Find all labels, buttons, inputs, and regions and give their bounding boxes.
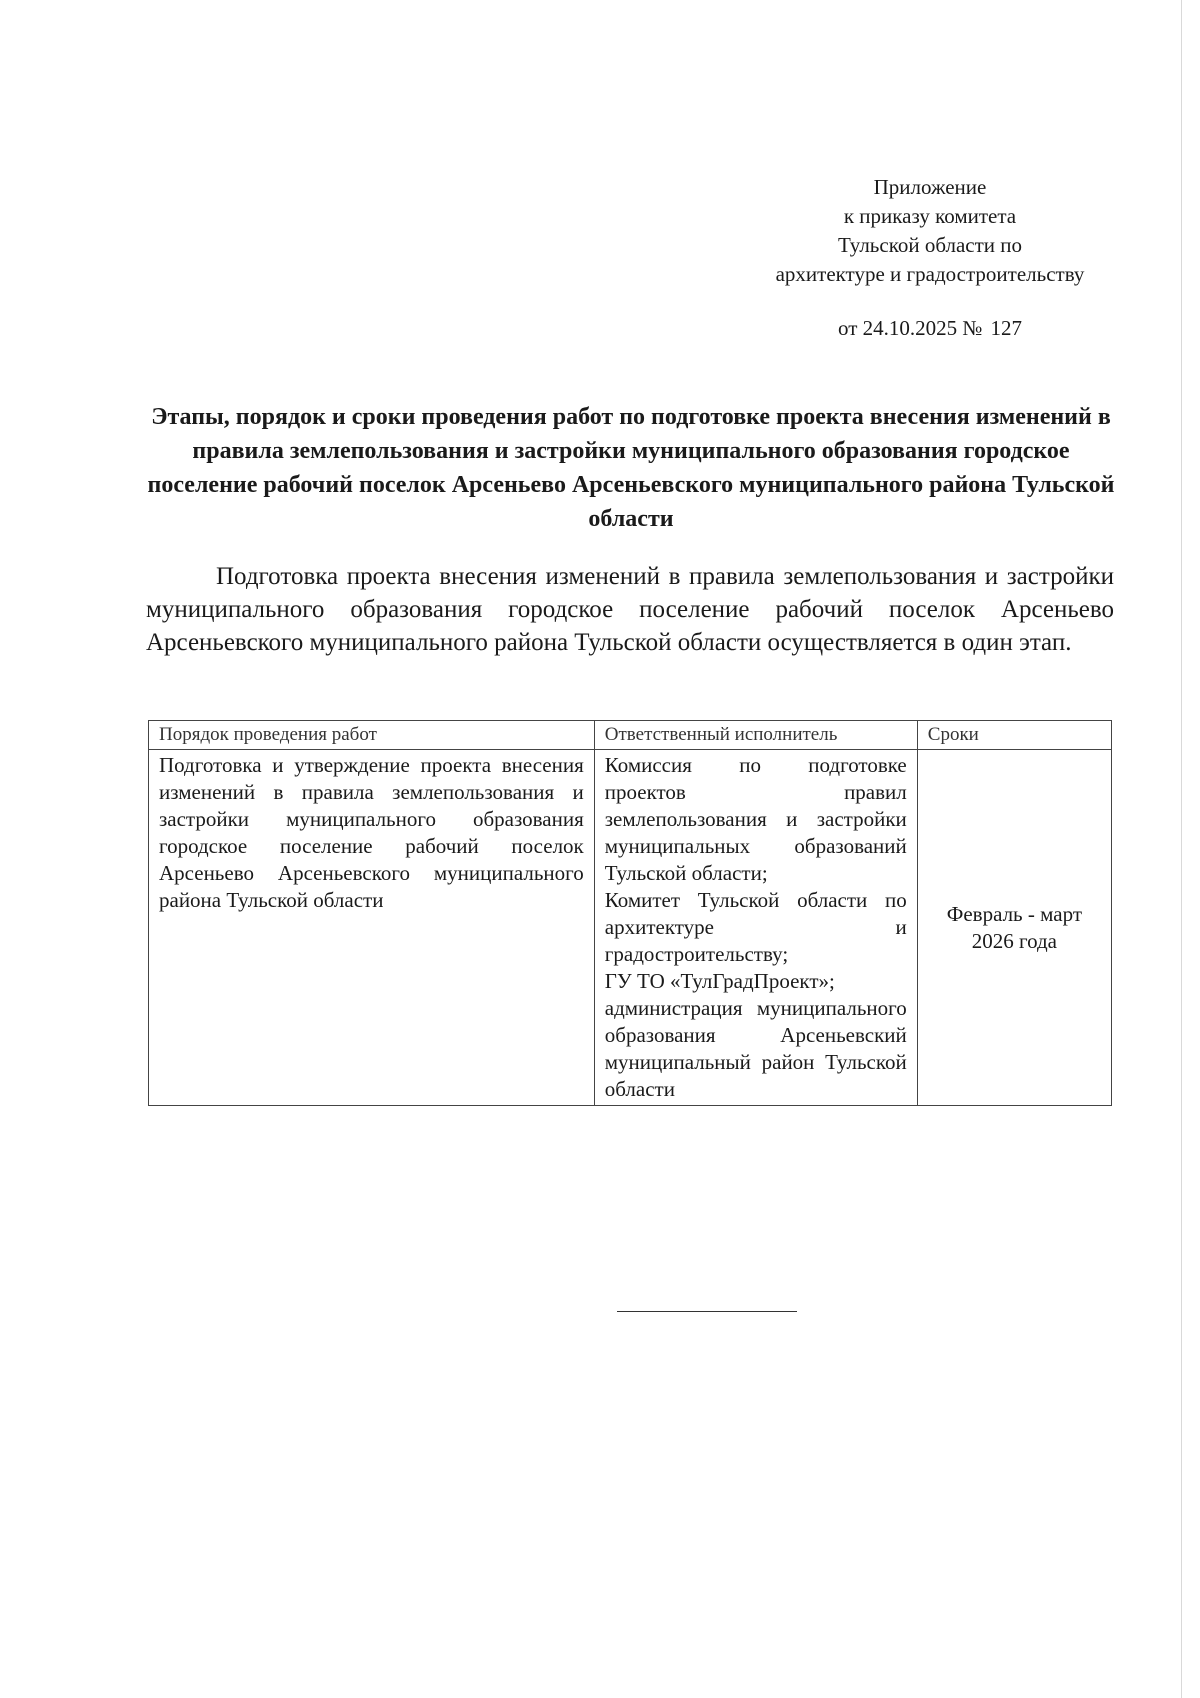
closing-separator-line xyxy=(617,1311,797,1312)
header-work-order: Порядок проведения работ xyxy=(149,721,595,750)
appendix-header xyxy=(740,173,1120,289)
appendix-line: Тульской области по xyxy=(837,233,1023,257)
page-edge-line xyxy=(1181,0,1182,1698)
cell-deadline: Февраль - март 2026 года xyxy=(917,750,1111,1106)
executor-item: Комиссия по подготовке проектов правил землепользования и застройки муниципальных образований Тульской области; xyxy=(604,753,907,885)
appendix-line: архитектуре и градостроительству xyxy=(775,262,1085,286)
order-reference xyxy=(740,314,1120,343)
cell-executors xyxy=(594,750,917,1106)
work-plan-table xyxy=(148,720,1112,1106)
table-row xyxy=(149,750,1112,1106)
appendix-line: Приложение xyxy=(873,175,987,199)
executor-item: Комитет Тульской области по архитектуре и градостроительству; xyxy=(604,888,907,966)
header-deadline: Сроки xyxy=(917,721,1111,750)
executor-item: ГУ ТО «ТулГрадПроект»; xyxy=(604,969,835,993)
cell-work-description: Подготовка и утверждение проекта внесения изменений в правила землепользования и застройки муниципального образования городское поселение рабочий поселок Арсеньево Арсеньевского муниципального района Тульской области xyxy=(149,750,595,1106)
executor-item: администрация муниципального образования Арсеньевский муниципальный район Тульской области xyxy=(604,996,907,1101)
order-number: 127 xyxy=(990,316,1022,340)
order-date: от 24.10.2025 № xyxy=(838,316,983,340)
table-header-row xyxy=(149,721,1112,750)
header-executor: Ответственный исполнитель xyxy=(594,721,917,750)
appendix-line: к приказу комитета xyxy=(843,204,1017,228)
intro-paragraph: Подготовка проекта внесения изменений в правила землепользования и застройки муниципального образования городское поселение рабочий поселок Арсеньево Арсеньевского муниципального района Тульской области осуществляется в один этап. xyxy=(146,563,1114,656)
document-title: Этапы, порядок и сроки проведения работ по подготовке проекта внесения изменений в правила землепользования и застройки муниципального образования городское поселение рабочий поселок Арсеньево Арсеньевского муниципального района Тульской области xyxy=(147,404,1115,532)
